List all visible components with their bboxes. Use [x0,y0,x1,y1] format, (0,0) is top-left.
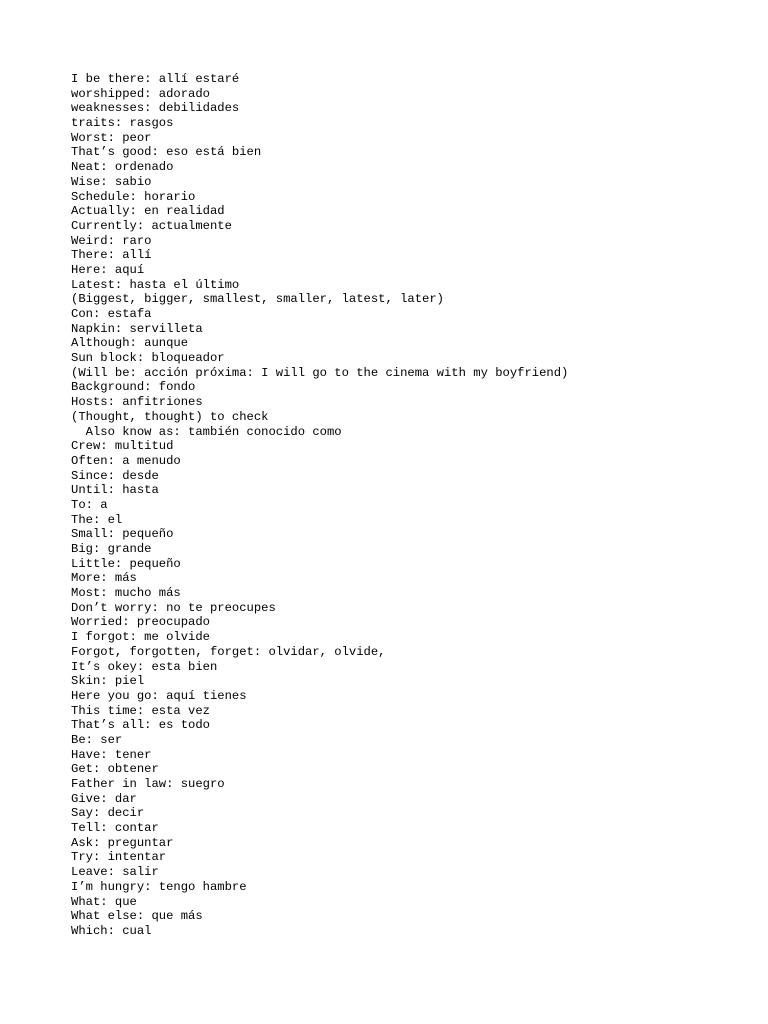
vocab-line: Here you go: aquí tienes [71,688,247,703]
vocab-line: Worst: peor [71,130,152,145]
vocab-line: Latest: hasta el último [71,277,240,292]
vocab-line: Also know as: también conocido como [71,424,342,439]
vocab-line: I’m hungry: tengo hambre [71,879,247,894]
vocab-line: To: a [71,497,108,512]
vocab-line: Often: a menudo [71,453,181,468]
vocab-line: Say: decir [71,806,145,821]
vocab-line: Schedule: horario [71,189,196,204]
vocab-line: I forgot: me olvide [71,630,210,645]
vocab-line: Weird: raro [71,233,152,248]
vocab-line: Background: fondo [71,380,196,395]
vocab-line: Have: tener [71,747,152,762]
vocab-line: Father in law: suegro [71,777,225,791]
vocab-line: There: allí [71,248,152,263]
vocab-line: More: más [71,571,137,586]
vocab-line: Con: estafa [71,307,152,321]
vocab-line: Get: obtener [71,762,159,777]
vocab-line: Skin: piel [71,674,145,689]
vocab-line: Most: mucho más [71,586,181,601]
vocab-line: traits: rasgos [71,116,174,131]
vocab-line: Hosts: anfitriones [71,395,203,410]
vocab-line: Which: cual [71,923,152,938]
vocab-line: That’s all: es todo [71,718,210,733]
vocab-line: worshipped: adorado [71,86,210,101]
vocab-line: (Will be: acción próxima: I will go to the cinema with my boyfriend) [71,365,569,380]
vocab-line: Tell: contar [71,821,159,836]
vocab-line: Worried: preocupado [71,615,210,630]
vocab-line: (Biggest, bigger, smallest, smaller, latest, later) [71,292,444,307]
vocab-line: It’s okey: esta bien [71,659,218,674]
vocab-line: Ask: preguntar [71,835,174,850]
vocab-line: This time: esta vez [71,703,210,718]
vocab-line: (Thought, thought) to check [71,409,269,424]
vocab-line: What: que [71,894,137,909]
vocab-line: Be: ser [71,732,123,747]
vocab-line: Currently: actualmente [71,218,232,233]
vocab-line: Actually: en realidad [71,204,225,219]
vocab-line: Sun block: bloqueador [71,351,225,366]
vocab-line: Give: dar [71,791,137,806]
vocab-line: Leave: salir [71,865,159,880]
vocab-line: Forgot, forgotten, forget: olvidar, olvide, [71,644,386,659]
vocab-line: Until: hasta [71,483,159,498]
vocab-line: Neat: ordenado [71,160,174,175]
vocab-line: Here: aquí [71,262,145,277]
vocab-line: What else: que más [71,909,203,924]
vocab-line: Napkin: servilleta [71,321,203,336]
vocab-line: Since: desde [71,468,159,483]
vocab-line: weaknesses: debilidades [71,101,240,116]
vocab-line: Try: intentar [71,850,167,865]
vocabulary-page [71,72,751,939]
vocab-line: Little: pequeño [71,556,181,571]
vocab-line: Although: aunque [71,336,189,351]
vocab-line: Crew: multitud [71,439,174,454]
vocab-line: The: el [71,512,123,527]
vocab-line: Small: pequeño [71,527,174,542]
vocab-line: Don’t worry: no te preocupes [71,600,276,615]
vocab-line: Wise: sabio [71,174,152,189]
vocab-line: That’s good: eso está bien [71,145,262,160]
vocab-line: I be there: allí estaré [71,72,240,86]
vocab-line: Big: grande [71,542,152,556]
